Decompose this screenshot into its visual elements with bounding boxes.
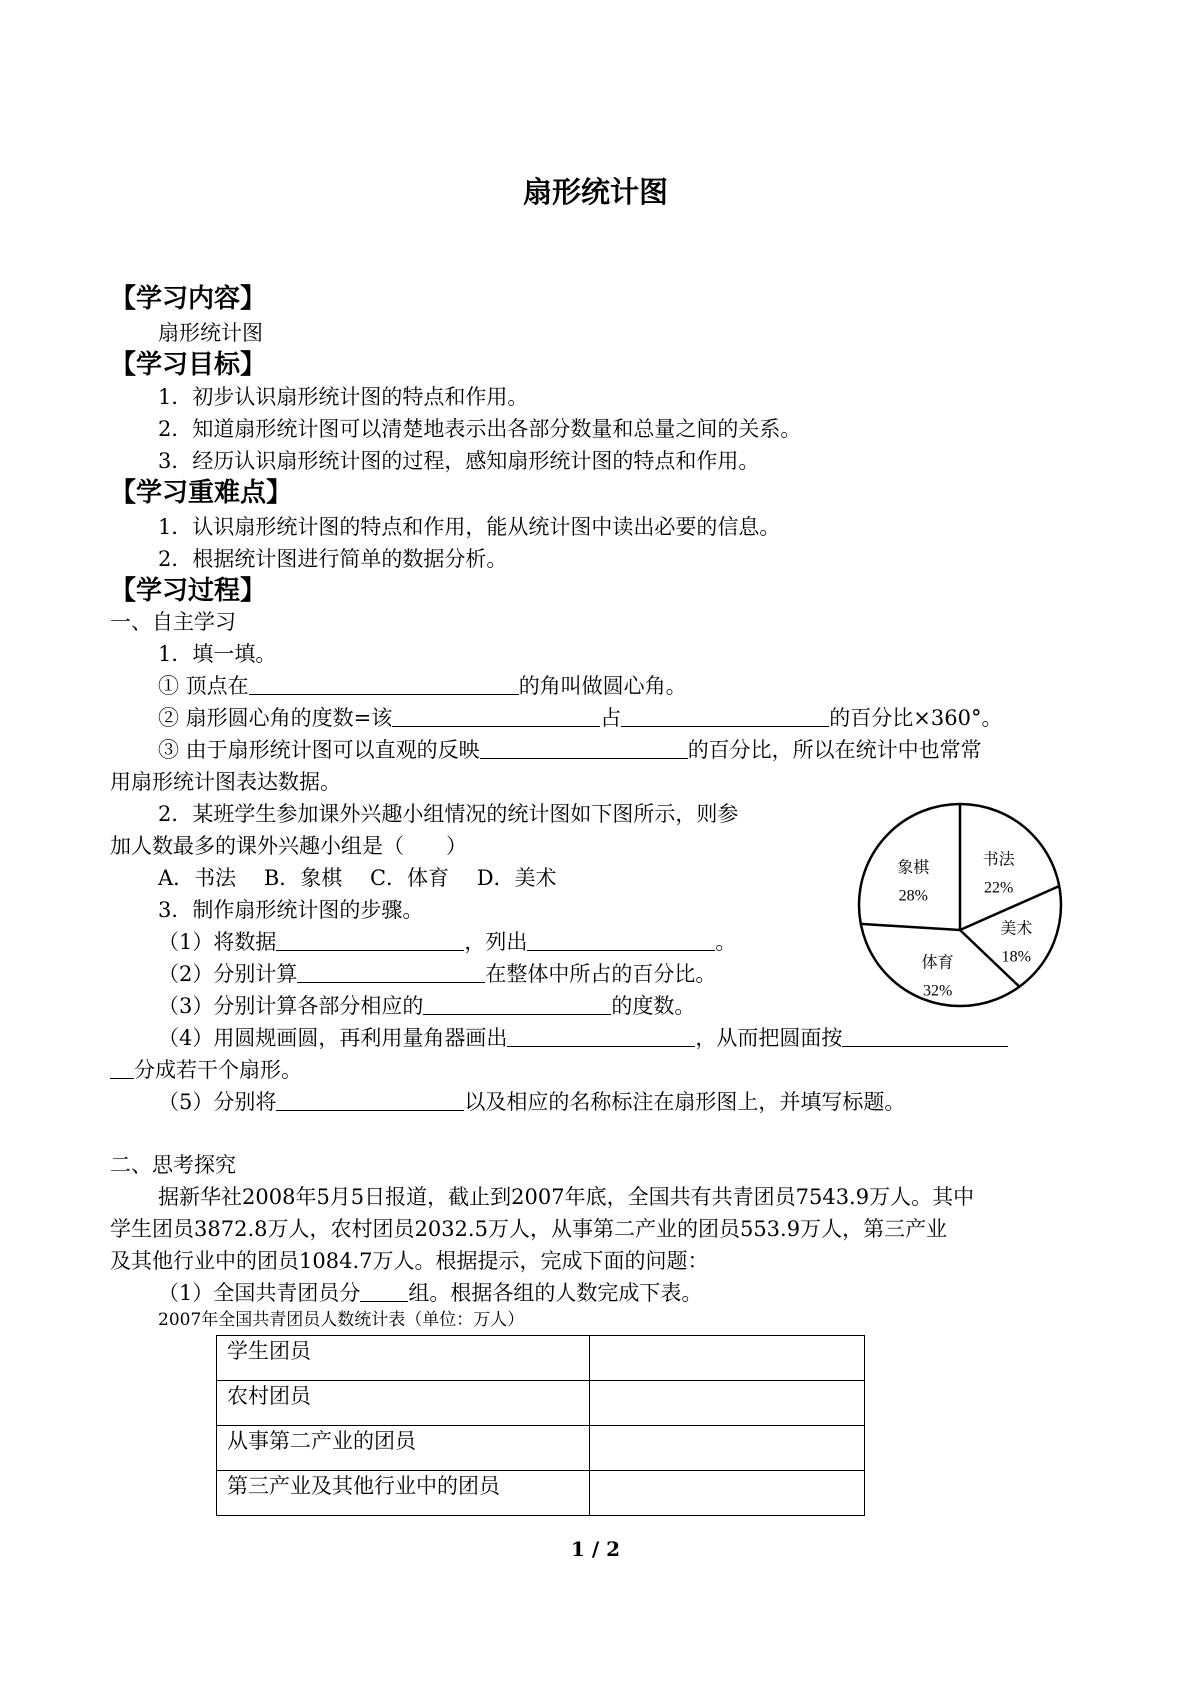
question-2-options: A．书法 B．象棋 C．体育 D．美术 [158, 866, 557, 890]
goal-1: 1．初步认识扇形统计图的特点和作用。 [158, 385, 529, 409]
slice-美术-percent: 18% [1001, 948, 1032, 966]
goal-3: 3．经历认识扇形统计图的过程，感知扇形统计图的特点和作用。 [158, 449, 760, 473]
blank[interactable] [392, 704, 600, 727]
question-1-1-text-b: 的角叫做圆心角。 [518, 674, 687, 698]
heading-goals: 【学习目标】 [110, 350, 267, 380]
key-point-2: 2．根据统计图进行简单的数据分析。 [158, 547, 508, 571]
question-1-3 [158, 735, 982, 765]
slice-体育-name: 体育 [921, 954, 954, 972]
slice-象棋-name: 象棋 [897, 859, 930, 877]
row-label: 农村团员 [217, 1381, 590, 1426]
part2-question-text-a: （1）全国共青团员分 [158, 1281, 361, 1305]
blank[interactable] [360, 1279, 408, 1302]
question-1: 1．填一填。 [158, 642, 277, 666]
part1-heading: 一、自主学习 [110, 610, 236, 634]
question-1-2-text-c: 的百分比×360°。 [829, 706, 1003, 730]
question-3: 3．制作扇形统计图的步骤。 [158, 898, 424, 922]
question-1-2-text-a: ② 扇形圆心角的度数=该 [158, 706, 393, 730]
question-1-1-text-a: ① 顶点在 [158, 674, 249, 698]
step-1-text-a: （1）将数据 [158, 930, 277, 954]
blank[interactable] [621, 704, 829, 727]
pie-divider-4 [861, 924, 960, 930]
blank[interactable] [507, 1024, 695, 1047]
slice-书法-name: 书法 [982, 851, 1015, 869]
step-3-text-a: （3）分别计算各部分相应的 [158, 994, 424, 1018]
step-4-text-b: ，从而把圆面按 [695, 1026, 843, 1050]
blank[interactable] [842, 1024, 1008, 1047]
step-2 [158, 959, 716, 989]
heading-process: 【学习过程】 [110, 576, 267, 606]
blank[interactable] [423, 992, 611, 1015]
stat-table [216, 1335, 865, 1516]
heading-key-points: 【学习重难点】 [110, 478, 293, 508]
question-1-2 [158, 703, 1002, 733]
question-2-line-a: 2．某班学生参加课外兴趣小组情况的统计图如下图所示，则参 [158, 802, 739, 826]
part2-heading: 二、思考探究 [110, 1153, 236, 1177]
step-1-text-c: 。 [715, 930, 737, 954]
content-text: 扇形统计图 [158, 321, 263, 345]
table-row [217, 1426, 865, 1471]
step-1 [158, 927, 736, 957]
step-4-cont [110, 1055, 302, 1085]
part2-question-text-b: 组。根据各组的人数完成下表。 [408, 1281, 703, 1305]
question-1-1 [158, 671, 687, 701]
goal-2: 2．知道扇形统计图可以清楚地表示出各部分数量和总量之间的关系。 [158, 417, 802, 441]
pie-chart [850, 795, 1070, 1015]
step-1-text-b: ，列出 [464, 930, 528, 954]
answer-cell[interactable] [590, 1381, 865, 1426]
question-1-3-text-b: 的百分比，所以在统计中也常常 [687, 738, 982, 762]
slice-书法-percent: 22% [983, 879, 1014, 897]
step-3 [158, 991, 695, 1021]
step-4-text-a: （4）用圆规画圆，再利用量角器画出 [158, 1026, 508, 1050]
page-title: 扇形统计图 [522, 175, 668, 209]
table-row [217, 1381, 865, 1426]
table-row [217, 1471, 865, 1516]
blank[interactable] [527, 928, 715, 951]
slice-美术-name: 美术 [1000, 920, 1033, 938]
answer-cell[interactable] [590, 1426, 865, 1471]
key-point-1: 1．认识扇形统计图的特点和作用，能从统计图中读出必要的信息。 [158, 515, 781, 539]
part2-paragraph-line-1: 据新华社2008年5月5日报道，截止到2007年底，全国共有共青团员7543.9万人。其中 [158, 1185, 975, 1209]
question-1-2-text-b: 占 [600, 706, 622, 730]
table-row [217, 1336, 865, 1381]
slice-体育-percent: 32% [923, 982, 953, 1000]
step-5-text-a: （5）分别将 [158, 1090, 277, 1114]
step-4 [158, 1023, 1008, 1053]
question-2-line-b: 加人数最多的课外兴趣小组是（ ） [110, 834, 467, 858]
row-label: 从事第二产业的团员 [217, 1426, 590, 1471]
blank[interactable] [276, 928, 464, 951]
blank[interactable] [297, 960, 485, 983]
blank[interactable] [480, 736, 688, 759]
step-5 [158, 1087, 905, 1117]
answer-cell[interactable] [590, 1336, 865, 1381]
step-5-text-b: 以及相应的名称标注在扇形图上，并填写标题。 [464, 1090, 906, 1114]
row-label: 学生团员 [217, 1336, 590, 1381]
step-2-text-b: 在整体中所占的百分比。 [485, 962, 717, 986]
page-number: 1 / 2 [570, 1537, 621, 1561]
step-3-text-b: 的度数。 [611, 994, 696, 1018]
part2-paragraph-line-3: 及其他行业中的团员1084.7万人。根据提示，完成下面的问题： [110, 1249, 709, 1273]
question-1-3-text-a: ③ 由于扇形统计图可以直观的反映 [158, 738, 480, 762]
row-label: 第三产业及其他行业中的团员 [217, 1471, 590, 1516]
part2-question [158, 1278, 702, 1308]
slice-象棋-percent: 28% [898, 887, 928, 905]
blank[interactable] [249, 672, 519, 695]
part2-paragraph-line-2: 学生团员3872.8万人，农村团员2032.5万人，从事第二产业的团员553.9万人，第三产业 [110, 1217, 948, 1241]
step-2-text-a: （2）分别计算 [158, 962, 298, 986]
step-4-text-c: 分成若干个扇形。 [134, 1058, 302, 1082]
answer-cell[interactable] [590, 1471, 865, 1516]
table-caption: 2007年全国共青团员人数统计表（单位：万人） [158, 1310, 525, 1330]
heading-content: 【学习内容】 [110, 284, 267, 314]
blank[interactable] [276, 1088, 464, 1111]
blank[interactable] [110, 1056, 134, 1079]
question-1-3-cont: 用扇形统计图表达数据。 [110, 770, 341, 794]
